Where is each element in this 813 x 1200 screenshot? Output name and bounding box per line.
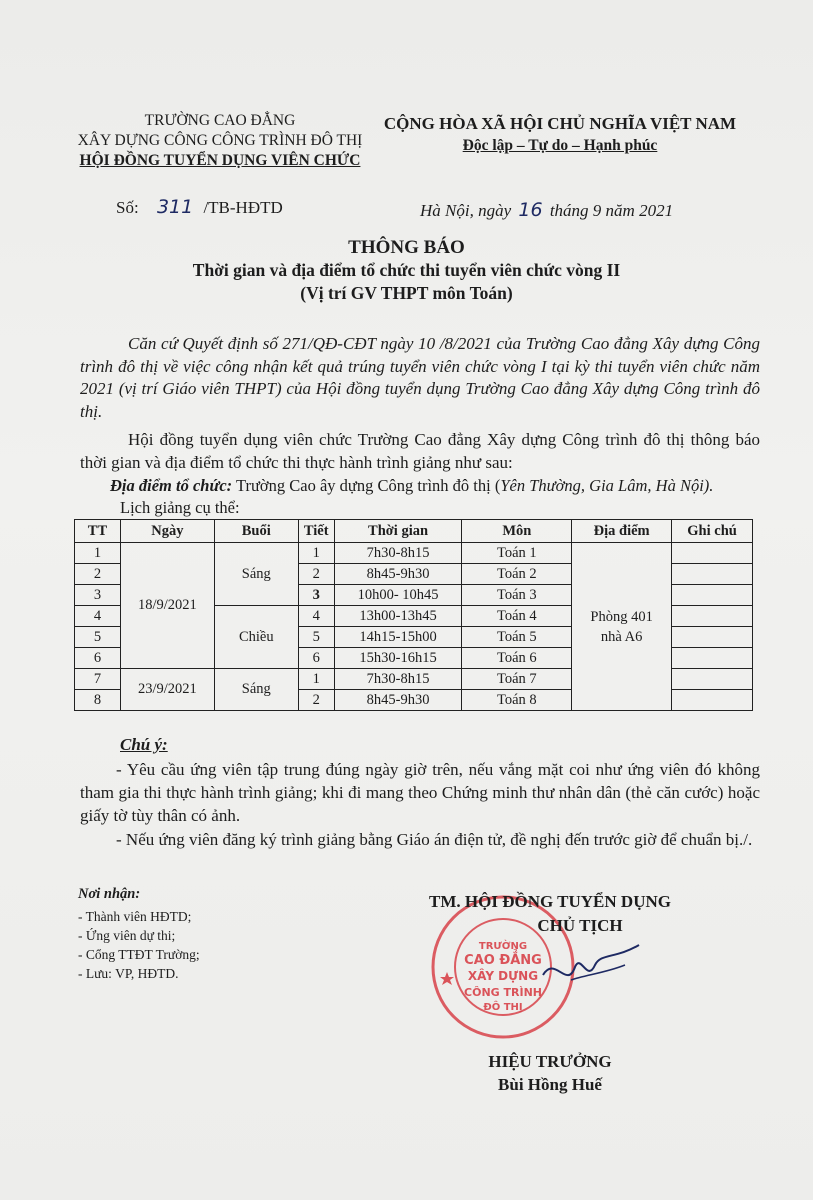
schedule-label: Lịch giảng cụ thể: xyxy=(120,498,240,517)
cell-subject: Toán 5 xyxy=(462,627,572,648)
cell-time: 7h30-8h15 xyxy=(334,669,462,690)
location-text: Trường Cao ây dựng Công trình đô thị ( xyxy=(232,476,501,495)
cell-tt: 8 xyxy=(75,690,121,711)
cell-tiet: 1 xyxy=(298,669,334,690)
cell-tiet: 4 xyxy=(298,606,334,627)
signer-name: Bùi Hồng Huế xyxy=(498,1075,602,1094)
recipient-item: - Ứng viên dự thi; xyxy=(78,928,176,943)
header-cell: Ghi chú xyxy=(672,520,753,543)
title-line-3: (Vị trí GV THPT môn Toán) xyxy=(300,283,513,303)
cell-tiet: 5 xyxy=(298,627,334,648)
cell-note xyxy=(672,564,753,585)
cell-tiet: 1 xyxy=(298,543,334,564)
org-line-2: XÂY DỰNG CÔNG CÔNG TRÌNH ĐÔ THỊ xyxy=(77,132,363,149)
org-line-1: TRƯỜNG CAO ĐẲNG xyxy=(144,112,296,129)
cell-subject: Toán 6 xyxy=(462,648,572,669)
paragraph-announcement: Hội đồng tuyển dụng viên chức Trường Cao đẳng Xây dựng Công trình đô thị thông báo thời gian và địa điểm tổ chức thi thực hành trình giảng như sau: xyxy=(80,430,760,472)
signer-block xyxy=(430,1050,670,1096)
document-date xyxy=(420,199,673,221)
cell-time: 7h30-8h15 xyxy=(334,543,462,564)
recipients-title: Nơi nhận: xyxy=(78,886,141,902)
cell-subject: Toán 4 xyxy=(462,606,572,627)
header-cell: Thời gian xyxy=(334,520,462,543)
location-line xyxy=(110,476,713,496)
cell-location: Phòng 401 nhà A6 xyxy=(572,543,672,711)
cell-subject: Toán 7 xyxy=(462,669,572,690)
location-italic: Yên Thường, Gia Lâm, Hà Nội). xyxy=(500,476,714,495)
cell-time: 15h30-16h15 xyxy=(334,648,462,669)
cell-tiet: 2 xyxy=(298,690,334,711)
handwritten-number: 311 xyxy=(156,196,194,218)
stamp-line: ĐÔ THỊ xyxy=(483,1002,523,1013)
recipient-item: - Thành viên HĐTD; xyxy=(78,909,192,924)
header-cell: Môn xyxy=(462,520,572,543)
cell-subject: Toán 2 xyxy=(462,564,572,585)
title-line-1: THÔNG BÁO xyxy=(348,237,465,258)
number-label: Số: xyxy=(116,198,139,217)
cell-tiet: 6 xyxy=(298,648,334,669)
cell-subject: Toán 8 xyxy=(462,690,572,711)
date-suffix: tháng 9 năm 2021 xyxy=(549,201,674,220)
cell-note xyxy=(672,606,753,627)
header-cell: Địa điểm xyxy=(572,520,672,543)
cell-tiet: 3 xyxy=(298,585,334,606)
signer-role: HIỆU TRƯỞNG xyxy=(488,1052,612,1071)
note-item: - Nếu ứng viên đăng ký trình giảng bằng Giáo án điện tử, đề nghị đến trước giờ để chuẩn bị./. xyxy=(116,830,753,849)
national-motto-block xyxy=(360,113,760,157)
date-prefix: Hà Nội, ngày xyxy=(420,201,512,220)
handwritten-signature-icon xyxy=(535,935,645,995)
note-item: - Yêu cầu ứng viên tập trung đúng ngày giờ trên, nếu vắng mặt coi như ứng viên đó không tham gia thi thực hành trình giảng; khi đi mang theo Chứng minh thư nhân dân (thẻ căn cước) hoặc giấy tờ tùy thân có ảnh. xyxy=(80,760,760,825)
stamp-line: CAO ĐẲNG xyxy=(464,953,542,968)
cell-tt: 6 xyxy=(75,648,121,669)
stamp-line: XÂY DỰNG xyxy=(467,969,539,983)
recipient-item: - Lưu: VP, HĐTD. xyxy=(78,966,179,981)
header-cell: Buổi xyxy=(214,520,298,543)
cell-tt: 1 xyxy=(75,543,121,564)
cell-tt: 2 xyxy=(75,564,121,585)
cell-subject: Toán 3 xyxy=(462,585,572,606)
header-cell: TT xyxy=(75,520,121,543)
cell-date: 23/9/2021 xyxy=(120,669,214,711)
document-number xyxy=(116,196,283,218)
cell-time: 13h00-13h45 xyxy=(334,606,462,627)
stamp-line: CÔNG TRÌNH xyxy=(464,986,542,999)
cell-time: 10h00- 10h45 xyxy=(334,585,462,606)
paragraph-basis: Căn cứ Quyết định số 271/QĐ-CĐT ngày 10 /8/2021 của Trường Cao đẳng Xây dựng Công trình đô thị về việc công nhận kết quả trúng tuyển viên chức vòng I tại kỳ thi tuyển viên chức năm 2021 (vị trí Giáo viên THPT) của Hội đồng tuyển dụng Trường Cao đẳng Xây dựng Công trình đô thị. xyxy=(80,334,760,421)
cell-tt: 3 xyxy=(75,585,121,606)
signature-line-2: CHỦ TỊCH xyxy=(537,916,623,935)
organization-block xyxy=(40,111,400,171)
signature-block xyxy=(400,890,700,938)
cell-date: 18/9/2021 xyxy=(120,543,214,669)
nation-line-1: CỘNG HÒA XÃ HỘI CHỦ NGHĨA VIỆT NAM xyxy=(383,114,737,133)
cell-note xyxy=(672,585,753,606)
cell-time: 14h15-15h00 xyxy=(334,627,462,648)
cell-note xyxy=(672,543,753,564)
cell-time: 8h45-9h30 xyxy=(334,690,462,711)
schedule-table xyxy=(74,519,753,711)
cell-subject: Toán 1 xyxy=(462,543,572,564)
org-line-3: HỘI ĐỒNG TUYỂN DỤNG VIÊN CHỨC xyxy=(79,152,361,169)
nation-line-2: Độc lập – Tự do – Hạnh phúc xyxy=(462,137,658,154)
cell-note xyxy=(672,669,753,690)
handwritten-day: 16 xyxy=(518,199,543,221)
cell-note xyxy=(672,690,753,711)
cell-note xyxy=(672,648,753,669)
cell-session: Chiều xyxy=(214,606,298,669)
stamp-line: TRƯỜNG xyxy=(478,941,528,952)
table-header-row xyxy=(75,520,753,543)
number-suffix: /TB-HĐTD xyxy=(203,198,283,217)
cell-tt: 4 xyxy=(75,606,121,627)
cell-session: Sáng xyxy=(214,669,298,711)
header-cell: Ngày xyxy=(120,520,214,543)
location-label: Địa điểm tổ chức: xyxy=(110,476,233,495)
recipient-item: - Cổng TTĐT Trường; xyxy=(78,947,200,962)
header-cell: Tiết xyxy=(298,520,334,543)
notes-title: Chú ý: xyxy=(120,735,168,754)
cell-tt: 7 xyxy=(75,669,121,690)
title-line-2: Thời gian và địa điểm tổ chức thi tuyển viên chức vòng II xyxy=(192,260,621,280)
cell-tt: 5 xyxy=(75,627,121,648)
cell-tiet: 2 xyxy=(298,564,334,585)
cell-note xyxy=(672,627,753,648)
cell-time: 8h45-9h30 xyxy=(334,564,462,585)
signature-line-1: TM. HỘI ĐỒNG TUYỂN DỤNG xyxy=(429,892,671,911)
notice-title xyxy=(0,236,813,305)
table-row xyxy=(75,543,753,564)
cell-session: Sáng xyxy=(214,543,298,606)
